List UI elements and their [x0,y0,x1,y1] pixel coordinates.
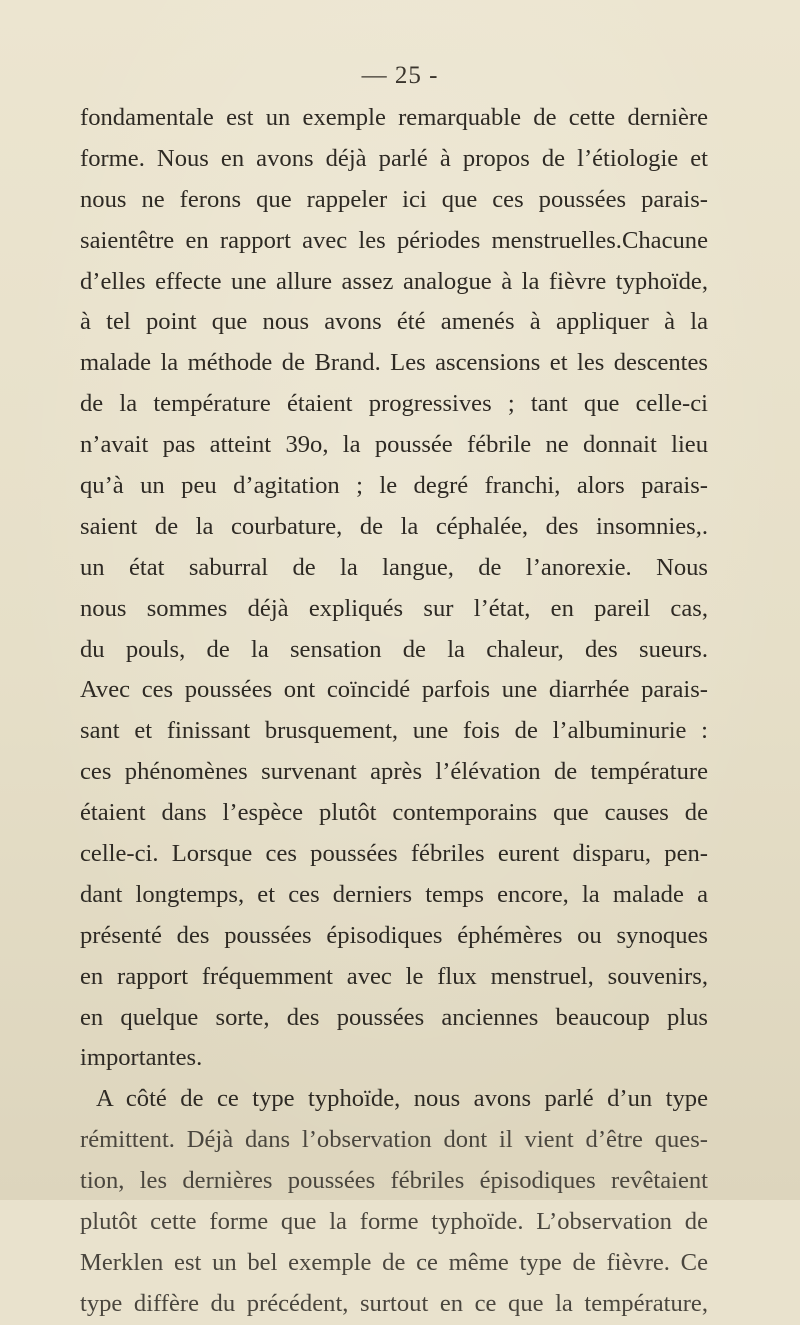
text-line: importantes. [80,1044,203,1072]
page-number: — 25 - [361,62,439,89]
text-line: un état saburral de la langue, de l’anorexie. Nous [80,553,708,581]
text-line: tion, les dernières poussées fébriles épisodiques revêtaient [80,1167,708,1195]
text-line: saientêtre en rapport avec les périodes menstruelles.Chacune [80,226,708,254]
text-line: Merklen est un bel exemple de ce même type de fièvre. Ce [80,1248,708,1276]
body-text [80,98,708,1325]
text-line: rémittent. Déjà dans l’observation dont il vient d’être ques- [80,1126,708,1154]
text-line: du pouls, de la sensation de la chaleur, des sueurs. [80,635,708,663]
text-line: de la température étaient progressives ; tant que celle-ci [80,390,708,418]
text-line: sant et finissant brusquement, une fois de l’albuminurie : [80,717,708,745]
text-line: présenté des poussées épisodiques éphémères ou synoques [80,921,708,949]
text-line: celle-ci. Lorsque ces poussées fébriles eurent disparu, pen- [80,840,708,868]
text-line: nous ne ferons que rappeler ici que ces poussées parais- [80,185,708,213]
text-line: Avec ces poussées ont coïncidé parfois une diarrhée parais- [80,676,708,704]
text-line: d’elles effecte une allure assez analogue à la fièvre typhoïde, [80,267,708,295]
text-line: plutôt cette forme que la forme typhoïde. L’observation de [80,1208,708,1236]
text-line: fondamentale est un exemple remarquable de cette dernière [80,104,708,131]
text-line: nous sommes déjà expliqués sur l’état, en pareil cas, [80,594,708,622]
text-line: étaient dans l’espèce plutôt contemporains que causes de [80,799,708,827]
text-line: n’avait pas atteint 39o, la poussée fébrile ne donnait lieu [80,431,708,459]
text-line: ces phénomènes survenant après l’élévation de température [80,758,708,786]
text-line: dant longtemps, et ces derniers temps encore, la malade a [80,880,708,908]
text-line: en quelque sorte, des poussées anciennes beaucoup plus [80,1003,708,1031]
text-line: qu’à un peu d’agitation ; le degré franchi, alors parais- [80,472,708,500]
text-line: à tel point que nous avons été amenés à appliquer à la [80,308,708,336]
text-line: saient de la courbature, de la céphalée, des insomnies,. [80,512,708,540]
text-line: forme. Nous en avons déjà parlé à propos de l’étiologie et [80,144,708,172]
text-line: en rapport fréquemment avec le flux menstruel, souvenirs, [80,962,708,990]
text-line: A côté de ce type typhoïde, nous avons parlé d’un type [96,1085,708,1113]
text-line: malade la méthode de Brand. Les ascensions et les descentes [80,349,708,377]
text-line: type diffère du précédent, surtout en ce que la température, [80,1289,708,1317]
